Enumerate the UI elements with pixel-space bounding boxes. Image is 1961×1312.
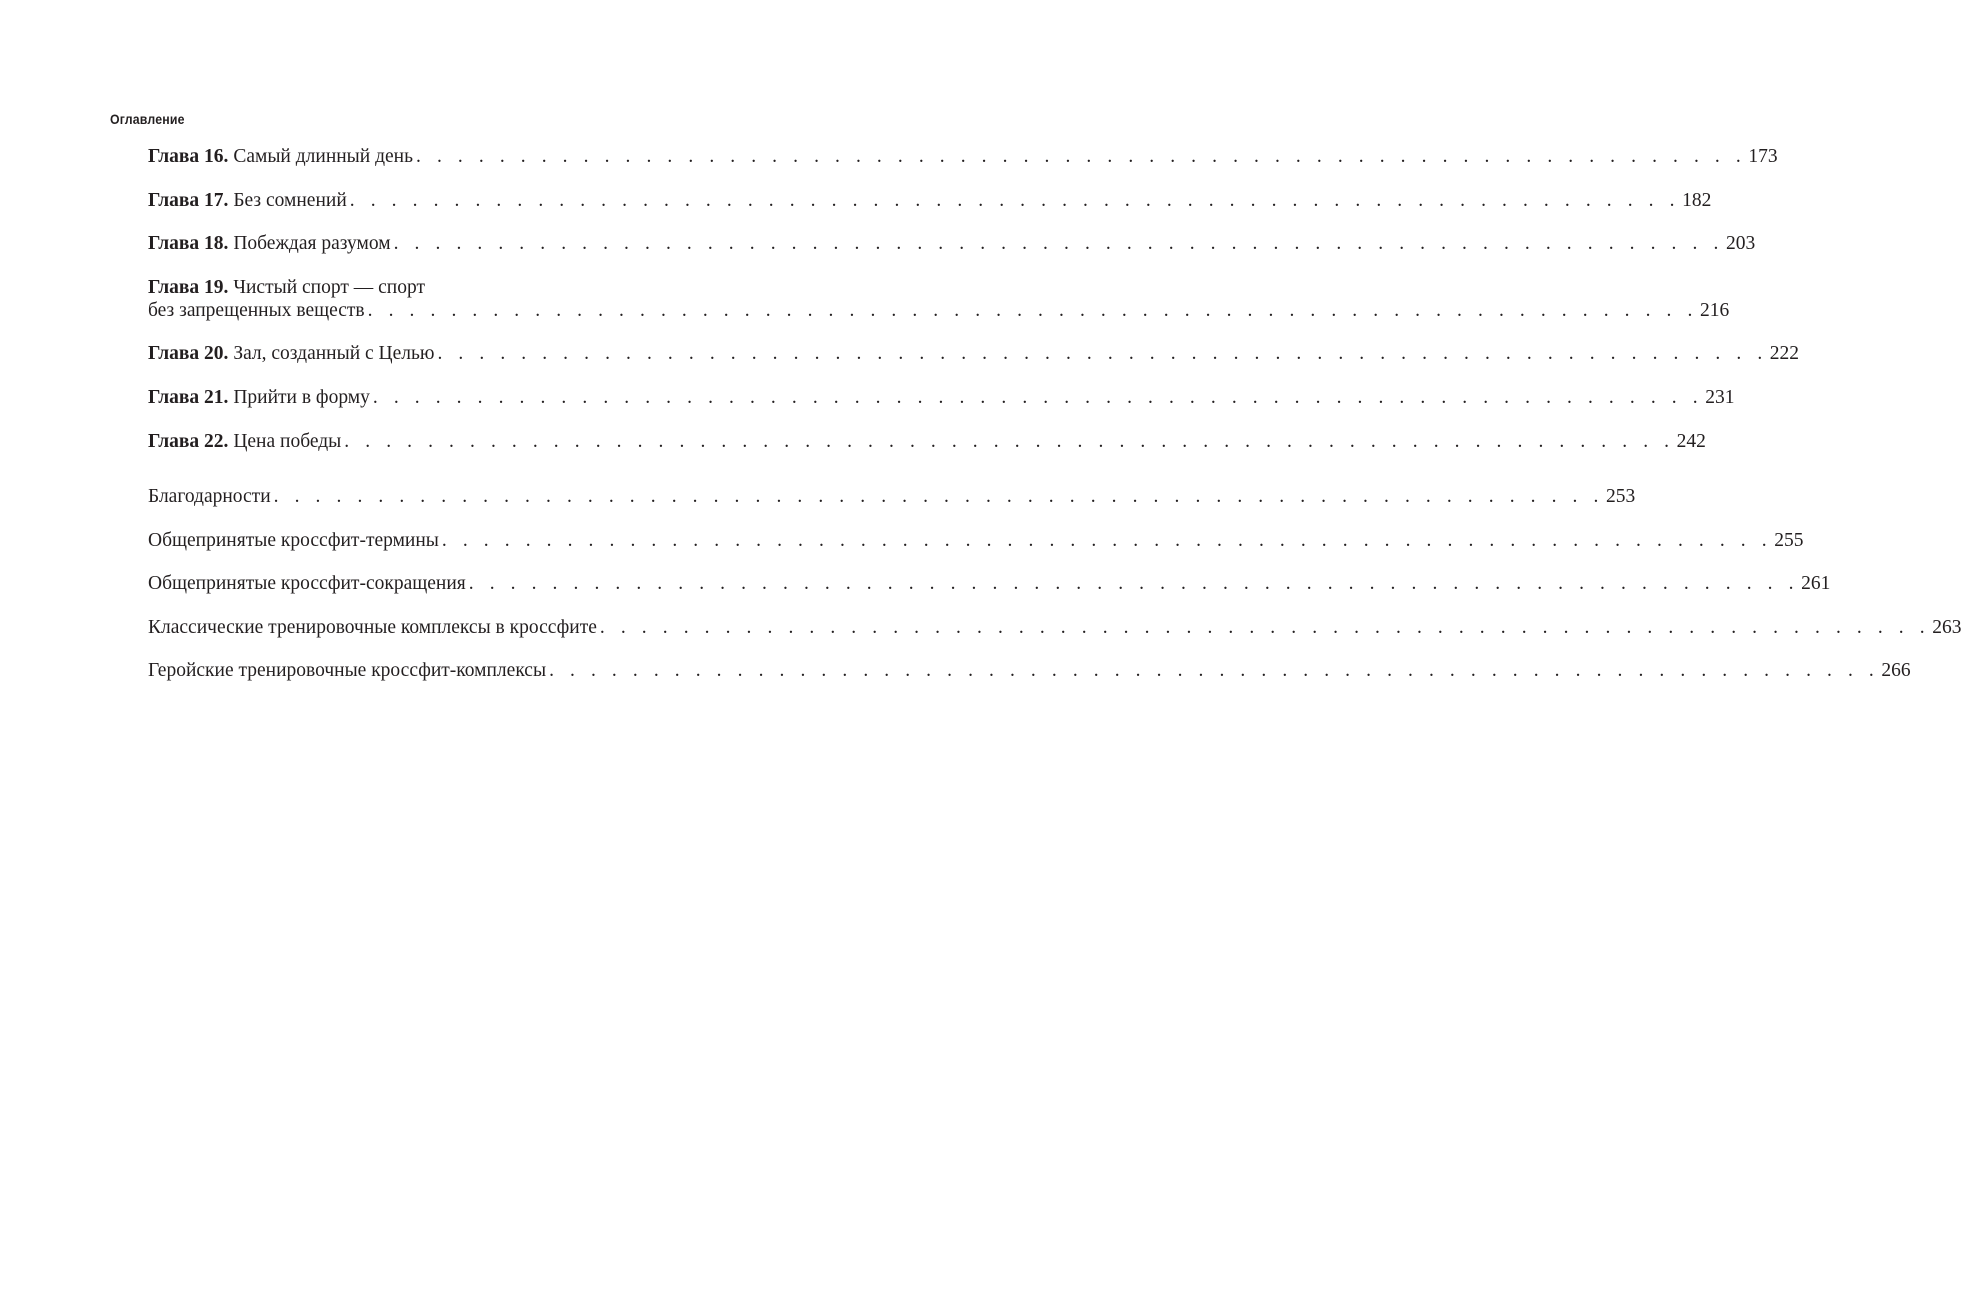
page-number: 216 (1699, 300, 1730, 321)
toc-entry-classic-workouts[interactable] (148, 616, 1961, 639)
page-number: 266 (1881, 660, 1911, 681)
section-title: Общепринятые кроссфит-сокращения (148, 573, 466, 594)
chapter-label: Глава 21. (148, 387, 229, 408)
chapter-label: Глава 19. (148, 277, 229, 298)
page-number: 222 (1769, 343, 1800, 364)
page-number: 231 (1705, 387, 1735, 408)
chapter-label: Глава 17. (148, 190, 229, 211)
chapter-label: Глава 20. (148, 343, 229, 364)
section-title: Геройские тренировочные кроссфит-комплексы (148, 660, 547, 681)
dot-leader: . . . . . . . . . . . . . . . . . . . . . . . . . . . . . . . . . . . . . . . . . . . . . . . . . . . . . . . . . . . . . . . . (273, 486, 1604, 507)
chapter-title: Самый длинный день (228, 146, 414, 167)
toc-entry-crossfit-abbreviations[interactable] (148, 572, 1831, 595)
dot-leader: . . . . . . . . . . . . . . . . . . . . . . . . . . . . . . . . . . . . . . . . . . . . . . . . . . . . . . . . . . . . . . . . (416, 146, 1747, 167)
page-number: 182 (1682, 190, 1712, 211)
dot-leader: . . . . . . . . . . . . . . . . . . . . . . . . . . . . . . . . . . . . . . . . . . . . . . . . . . . . . . . . . . . . . . . . (549, 660, 1880, 681)
running-head: Оглавление (110, 111, 185, 127)
toc-entry-chapter-16[interactable] (148, 145, 1778, 168)
chapter-title: Чистый спорт — спорт (228, 277, 425, 298)
page-number: 255 (1774, 530, 1804, 551)
chapter-label: Глава 22. (148, 431, 229, 452)
page-number: 173 (1748, 146, 1778, 167)
dot-leader: . . . . . . . . . . . . . . . . . . . . . . . . . . . . . . . . . . . . . . . . . . . . . . . . . . . . . . . . . . . . . . . . (372, 387, 1704, 408)
page-number: 261 (1801, 573, 1831, 594)
chapter-title: Цена победы (228, 431, 342, 452)
chapter-title-continuation: без запрещенных веществ (148, 300, 365, 321)
toc-entry-acknowledgements[interactable] (148, 485, 1636, 508)
toc-entry-chapter-17[interactable] (148, 189, 1712, 212)
toc-entry-chapter-20[interactable] (148, 342, 1800, 365)
dot-leader: . . . . . . . . . . . . . . . . . . . . . . . . . . . . . . . . . . . . . . . . . . . . . . . . . . . . . . . . . . . . . . . . (599, 617, 1931, 638)
page-number: 242 (1676, 431, 1706, 452)
chapter-label: Глава 16. (148, 146, 229, 167)
toc-entry-chapter-22[interactable] (148, 430, 1706, 453)
dot-leader: . . . . . . . . . . . . . . . . . . . . . . . . . . . . . . . . . . . . . . . . . . . . . . . . . . . . . . . . . . . . . . . . (344, 431, 1675, 452)
page-number: 253 (1605, 486, 1636, 507)
dot-leader: . . . . . . . . . . . . . . . . . . . . . . . . . . . . . . . . . . . . . . . . . . . . . . . . . . . . . . . . . . . . . . . . (349, 190, 1681, 211)
section-title: Общепринятые кроссфит-термины (148, 530, 439, 551)
section-title: Благодарности (148, 486, 271, 507)
toc-entry-chapter-21[interactable] (148, 386, 1735, 409)
chapter-title: Прийти в форму (228, 387, 370, 408)
page-number: 263 (1932, 617, 1961, 638)
dot-leader: . . . . . . . . . . . . . . . . . . . . . . . . . . . . . . . . . . . . . . . . . . . . . . . . . . . . . . . . . . . . . . . . (437, 343, 1768, 364)
toc-entry-chapter-18[interactable] (148, 232, 1756, 255)
dot-leader: . . . . . . . . . . . . . . . . . . . . . . . . . . . . . . . . . . . . . . . . . . . . . . . . . . . . . . . . . . . . . . . . (393, 233, 1724, 254)
page-number: 203 (1725, 233, 1756, 254)
dot-leader: . . . . . . . . . . . . . . . . . . . . . . . . . . . . . . . . . . . . . . . . . . . . . . . . . . . . . . . . . . . . . . . . (468, 573, 1800, 594)
toc-entry-hero-workouts[interactable] (148, 659, 1911, 682)
chapter-label: Глава 18. (148, 233, 229, 254)
chapter-title: Без сомнений (228, 190, 347, 211)
toc-entry-crossfit-terms[interactable] (148, 529, 1804, 552)
toc-entry-chapter-19[interactable] (148, 276, 1730, 322)
dot-leader: . . . . . . . . . . . . . . . . . . . . . . . . . . . . . . . . . . . . . . . . . . . . . . . . . . . . . . . . . . . . . . . . (367, 300, 1698, 321)
dot-leader: . . . . . . . . . . . . . . . . . . . . . . . . . . . . . . . . . . . . . . . . . . . . . . . . . . . . . . . . . . . . . . . . (441, 530, 1773, 551)
chapter-title: Зал, созданный с Целью (228, 343, 435, 364)
chapter-title: Побеждая разумом (228, 233, 391, 254)
section-title: Классические тренировочные комплексы в кроссфите (148, 617, 597, 638)
